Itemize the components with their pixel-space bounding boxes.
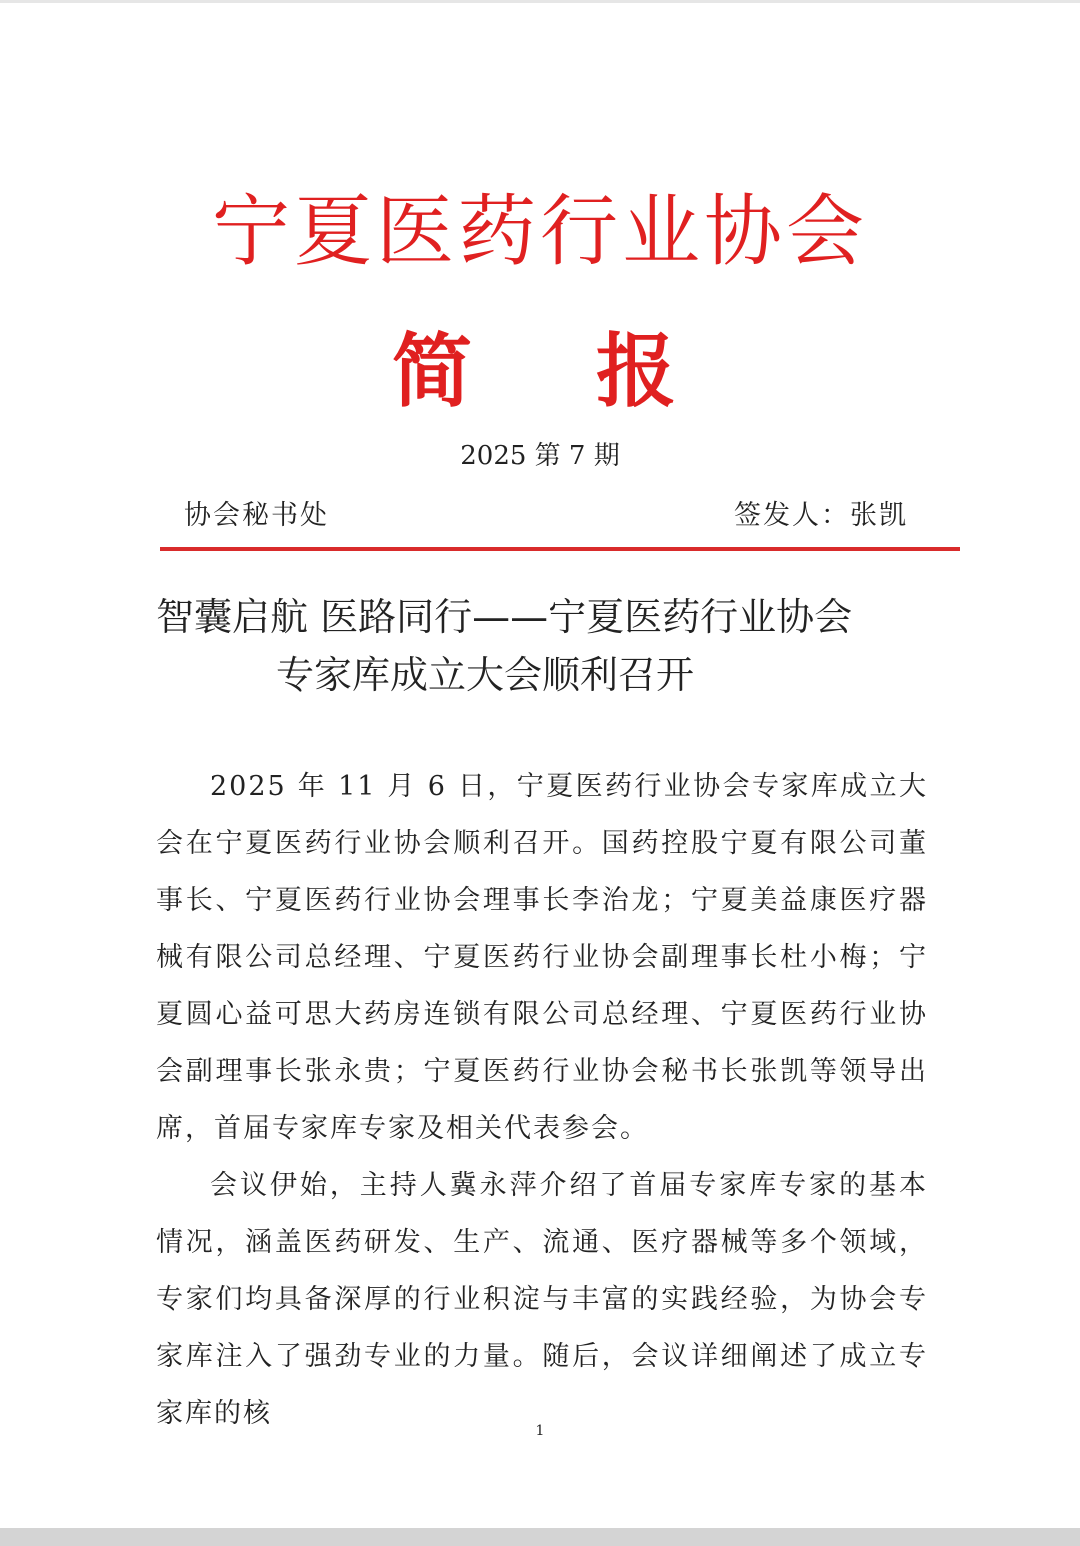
article-body	[156, 758, 928, 1442]
headline-line-2: 专家库成立大会顺利召开	[276, 653, 695, 697]
headline-line-1: 智囊启航 医路同行——宁夏医药行业协会	[156, 595, 853, 639]
red-divider-rule	[160, 547, 960, 551]
issue-number: 2025 第 7 期	[460, 441, 620, 471]
page-bottom-edge	[0, 1528, 1080, 1546]
page-top-edge	[0, 0, 1080, 3]
signer: 签发人：张凯	[734, 500, 908, 531]
issuer-row	[184, 496, 908, 536]
body-paragraph-1: 2025 年 11 月 6 日，宁夏医药行业协会专家库成立大会在宁夏医药行业协会顺利召开。国药控股宁夏有限公司董事长、宁夏医药行业协会理事长李治龙；宁夏美益康医疗器械有限公司总经理、宁夏医药行业协会副理事长杜小梅；宁夏圆心益可思大药房连锁有限公司总经理、宁夏医药行业协会副理事长张永贵；宁夏医药行业协会秘书长张凯等领导出席，首届专家库专家及相关代表参会。	[156, 771, 928, 1144]
page-number: 1	[535, 1423, 545, 1439]
body-paragraph-2: 会议伊始，主持人冀永萍介绍了首届专家库专家的基本情况，涵盖医药研发、生产、流通、医疗器械等多个领域，专家们均具备深厚的行业积淀与丰富的实践经验，为协会专家库注入了强劲专业的力量。随后，会议详细阐述了成立专家库的核	[156, 1170, 928, 1429]
document-type-char-2: 报	[596, 325, 676, 418]
article-headline	[156, 588, 946, 704]
document-type-title	[380, 322, 720, 422]
organization-title: 宁夏医药行业协会	[211, 187, 868, 277]
issuer: 协会秘书处	[184, 500, 329, 531]
document-type-char-1: 简	[392, 325, 472, 418]
